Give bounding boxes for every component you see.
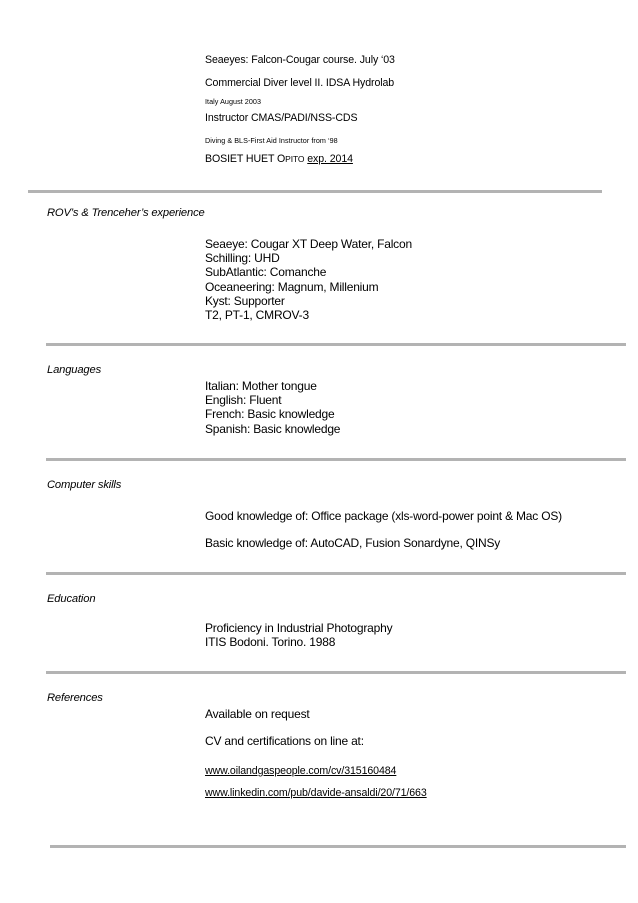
education-line: ITIS Bodoni. Torino. 1988: [205, 635, 336, 650]
rov-item: Schilling: UHD: [205, 251, 280, 266]
rov-item: T2, PT-1, CMROV-3: [205, 308, 309, 323]
rov-item: Kyst: Supporter: [205, 293, 285, 308]
references-link-linkedin[interactable]: www.linkedin.com/pub/davide-ansaldi/20/71/663: [205, 787, 427, 799]
references-cv-intro: CV and certifications on line at:: [205, 734, 364, 748]
rov-list: [205, 237, 412, 322]
language-item: Italian: Mother tongue: [205, 379, 317, 393]
divider-6: [50, 845, 626, 848]
language-item: English: Fluent: [205, 393, 282, 408]
divider-5: [46, 671, 626, 674]
computer-basic-knowledge: Basic knowledge of: AutoCAD, Fusion Sonardyne, QINSy: [205, 536, 501, 550]
cert-bosiet: [205, 153, 353, 165]
education-heading: Education: [47, 593, 96, 605]
education-line: Proficiency in Industrial Photography: [205, 621, 393, 635]
divider-2: [46, 343, 626, 346]
languages-heading: Languages: [47, 364, 102, 376]
references-heading: References: [47, 692, 103, 704]
rov-heading: ROV’s & Trenceher’s experience: [47, 207, 205, 219]
rov-item: Seaeye: Cougar XT Deep Water, Falcon: [205, 237, 412, 251]
cert-diving-bls: Diving & BLS-First Aid Instructor from ‘98: [205, 136, 338, 145]
language-item: Spanish: Basic knowledge: [205, 421, 341, 436]
cert-instructor: Instructor CMAS/PADI/NSS-CDS: [205, 112, 358, 124]
cert-italy-date: Italy August 2003: [205, 97, 261, 106]
divider-3: [46, 458, 626, 461]
computer-good-knowledge: Good knowledge of: Office package (xls-word-power point & Mac OS): [205, 509, 562, 523]
rov-item: SubAtlantic: Comanche: [205, 265, 327, 280]
cert-bosiet-text: BOSIET HUET O: [205, 153, 286, 165]
divider-1: [28, 190, 602, 193]
cert-falcon-cougar: Seaeyes: Falcon-Cougar course. July ‘03: [205, 54, 395, 66]
divider-4: [46, 572, 626, 575]
cert-bosiet-exp-link[interactable]: exp. 2014: [307, 153, 353, 165]
cert-bosiet-small: PITO: [285, 154, 305, 164]
rov-item: Oceaneering: Magnum, Millenium: [205, 279, 379, 294]
computer-heading: Computer skills: [47, 479, 122, 491]
references-available: Available on request: [205, 707, 310, 721]
references-link-oilandgas[interactable]: www.oilandgaspeople.com/cv/315160484: [205, 765, 397, 777]
language-item: French: Basic knowledge: [205, 407, 335, 422]
languages-list: [205, 379, 340, 436]
education-list: [205, 621, 392, 649]
cert-commercial-diver: Commercial Diver level II. IDSA Hydrolab: [205, 77, 395, 89]
